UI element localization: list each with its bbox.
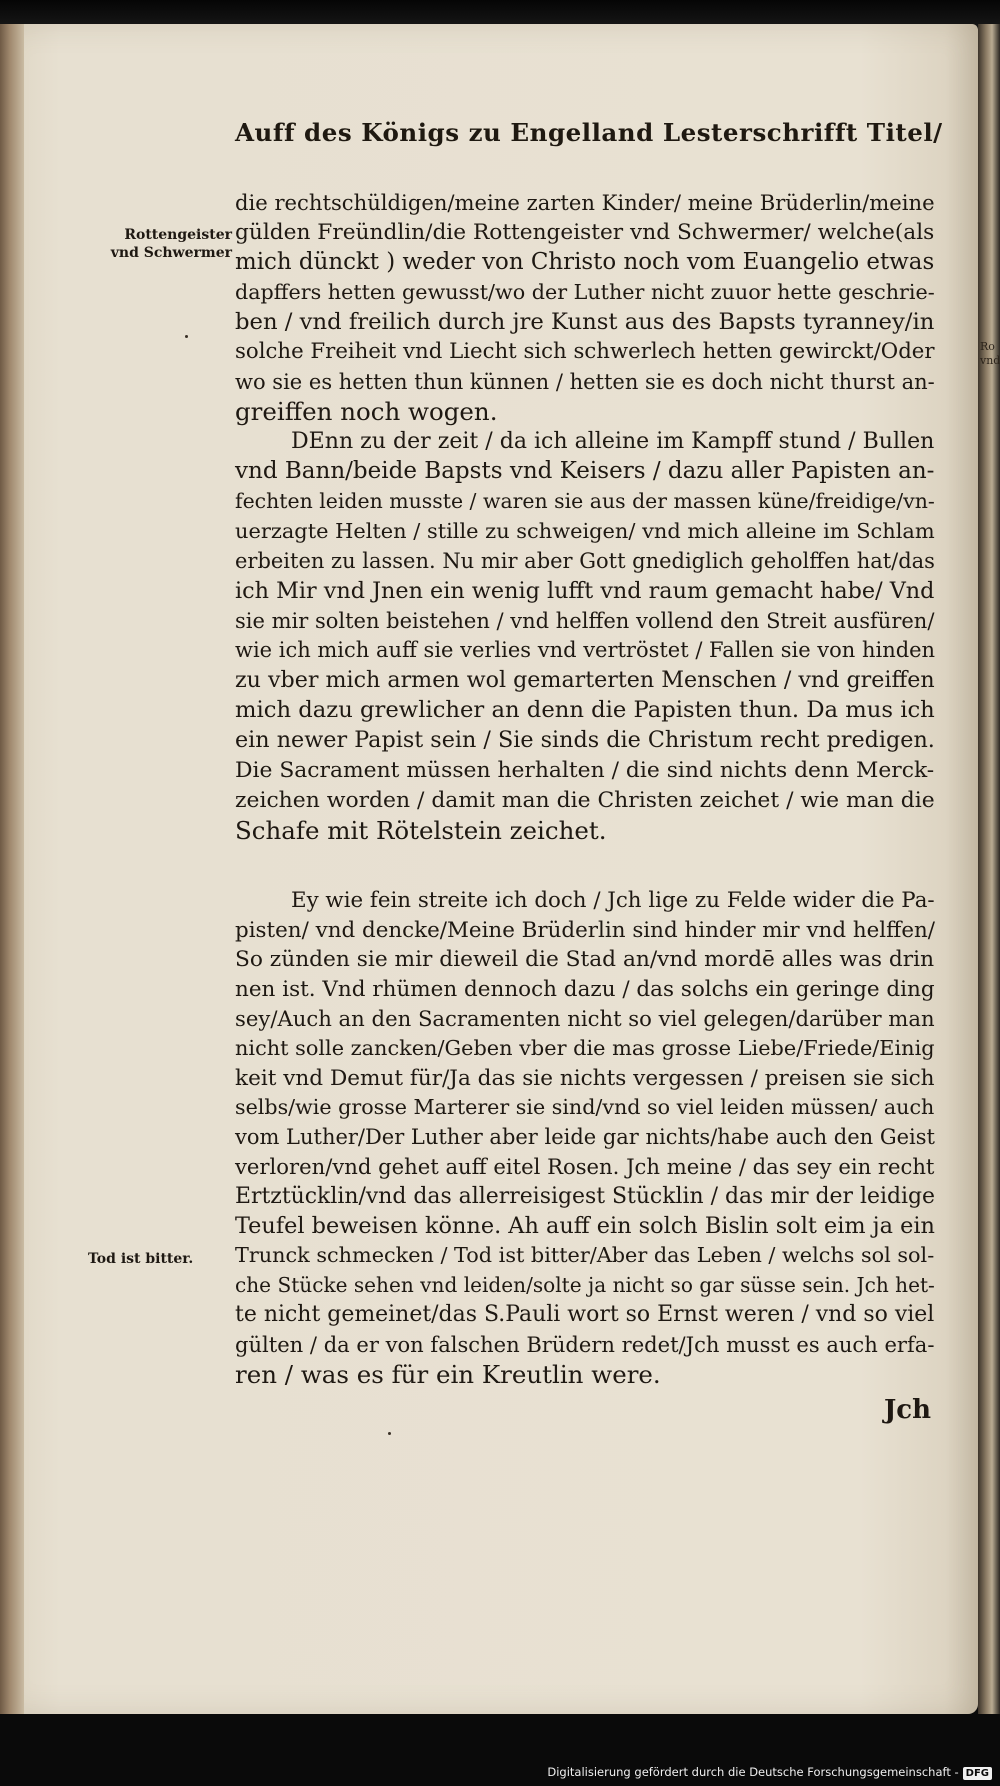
catchword: Jch: [884, 1395, 932, 1425]
text-line: mich dünckt ) weder von Christo noch vom Euangelio etwas: [235, 248, 935, 275]
text-line: solche Freiheit vnd Liecht sich schwerlech hetten gewirckt/Oder: [235, 339, 935, 365]
margin-note-line: Rottengeister: [124, 227, 232, 243]
running-head: Auff des Königs zu Engelland Lesterschrifft Titel/: [235, 118, 943, 147]
text-line: nicht solle zancken/Geben vber die mas grosse Liebe/Friede/Einig: [235, 1035, 935, 1060]
text-line: ren / was es für ein Kreutlin were.: [235, 1359, 661, 1389]
paragraph-1: [235, 188, 935, 846]
text-line: greiffen noch wogen.: [235, 397, 498, 427]
text-line: Die Sacrament müssen herhalten / die sind nichts denn Merck-: [235, 757, 935, 783]
credit-text: Digitalisierung gefördert durch die Deutsche Forschungsgemeinschaft -: [547, 1765, 959, 1779]
facing-fragment-line: vnd: [980, 354, 1000, 367]
book-top-edge: [0, 0, 1000, 26]
text-line: Schafe mit Rötelstein zeichet.: [235, 815, 607, 845]
text-line: ben / vnd freilich durch jre Kunst aus des Bapsts tyranney/in: [235, 308, 935, 335]
text-line: Ey wie fein streite ich doch / Jch lige zu Felde wider die Pa-: [291, 888, 935, 913]
text-line: te nicht gemeinet/das S.Pauli wort so Ernst weren / vnd so viel: [235, 1302, 935, 1328]
text-line: nen ist. Vnd rhümen dennoch dazu / das solchs ein geringe ding: [235, 976, 935, 1002]
facing-page-edge: [978, 24, 1000, 1714]
footer-bar: [0, 1714, 1000, 1786]
margin-note-line: vnd Schwermer: [110, 245, 232, 261]
text-line: Ertztücklin/vnd das allerreisigest Stücklin / das mir der leidige: [235, 1183, 936, 1209]
text-line: Teufel beweisen könne. Ah auff ein solch Bislin solt eim ja ein: [235, 1212, 935, 1239]
text-line: vnd Bann/beide Bapsts vnd Keisers / dazu aller Papisten an-: [235, 458, 935, 485]
text-line: keit vnd Demut für/Ja das sie nichts vergessen / preisen sie sich: [235, 1065, 935, 1091]
margin-note-tod-ist-bitter: Tod ist bitter.: [88, 1251, 194, 1267]
text-line: So zünden sie mir dieweil die Stad an/vnd mordē alles was drin: [235, 947, 935, 973]
facing-fragment-line: Ro: [980, 340, 995, 353]
text-line: che Stücke sehen vnd leiden/solte ja nicht so gar süsse sein. Jch het-: [235, 1272, 935, 1297]
text-line: Trunck schmecken / Tod ist bitter/Aber das Leben / welchs sol sol-: [235, 1243, 935, 1268]
digitization-credit: [547, 1765, 992, 1780]
text-line: gülden Freündlin/die Rottengeister vnd Schwermer/ welche(als: [235, 219, 935, 245]
text-line: DEnn zu der zeit / da ich alleine im Kampff stund / Bullen: [291, 429, 935, 455]
text-line: pisten/ vnd dencke/Meine Brüderlin sind hinder mir vnd helffen/: [235, 917, 936, 943]
text-line: ein newer Papist sein / Sie sinds die Christum recht predigen.: [235, 727, 935, 754]
text-line: fechten leiden musste / waren sie aus der massen küne/freidige/vn-: [235, 488, 935, 513]
text-line: selbs/wie grosse Marterer sie sind/vnd so viel leiden müssen/ auch: [235, 1095, 935, 1120]
text-line: gülten / da er von falschen Brüdern redet/Jch musst es auch erfa-: [235, 1331, 935, 1357]
text-line: erbeiten zu lassen. Nu mir aber Gott gnediglich geholffen hat/das: [235, 548, 935, 573]
dfg-logo: DFG: [963, 1767, 992, 1780]
text-line: sie mir solten beistehen / vnd helffen vollend den Streit ausfüren/: [235, 608, 935, 634]
margin-note-rottengeister: [82, 226, 232, 262]
text-line: ich Mir vnd Jnen ein wenig lufft vnd raum gemacht habe/ Vnd: [235, 577, 935, 604]
text-line: wie ich mich auff sie verlies vnd vertröstet / Fallen sie von hinden: [235, 638, 936, 663]
text-line: die rechtschüldigen/meine zarten Kinder/ meine Brüderlin/meine: [235, 190, 935, 215]
facing-page-margin-fragment: [980, 340, 1000, 368]
text-line: dapffers hetten gewusst/wo der Luther nicht zuuor hette geschrie-: [235, 279, 935, 304]
ink-speck: [388, 1432, 391, 1435]
text-line: zeichen worden / damit man die Christen zeichet / wie man die: [235, 787, 935, 813]
text-line: mich dazu grewlicher an denn die Papisten thun. Da mus ich: [235, 697, 935, 724]
book-binding: [0, 24, 24, 1714]
text-line: wo sie es hetten thun künnen / hetten sie es doch nicht thurst an-: [235, 369, 935, 395]
text-line: vom Luther/Der Luther aber leide gar nichts/habe auch den Geist: [235, 1124, 935, 1149]
text-line: sey/Auch an den Sacramenten nicht so viel gelegen/darüber man: [235, 1006, 935, 1032]
text-line: uerzagte Helten / stille zu schweigen/ vnd mich alleine im Schlam: [235, 518, 935, 543]
text-line: verloren/vnd gehet auff eitel Rosen. Jch meine / das sey ein recht: [235, 1154, 935, 1180]
paragraph-2: [235, 886, 935, 1389]
ink-speck: [185, 335, 188, 338]
text-line: zu vber mich armen wol gemarterten Menschen / vnd greiffen: [235, 667, 935, 694]
